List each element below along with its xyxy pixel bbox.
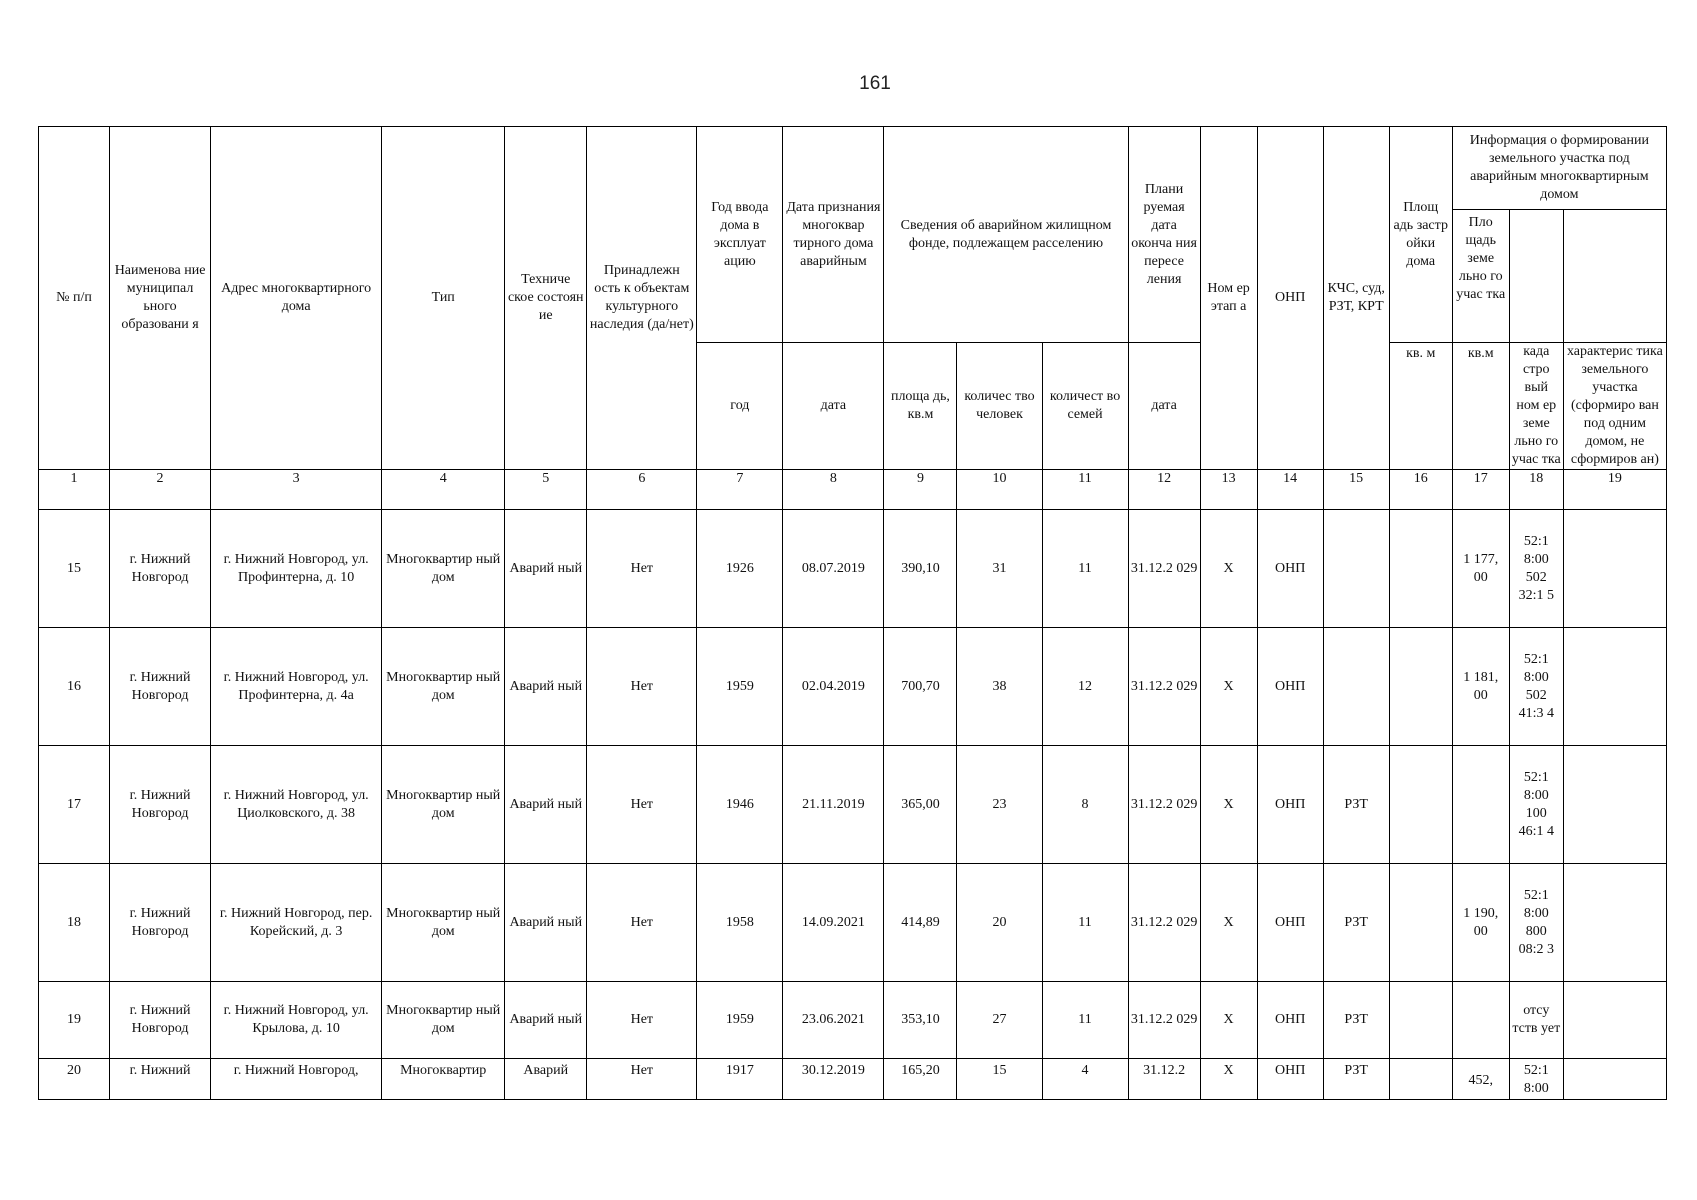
cell-address: г. Нижний Новгород,: [211, 1059, 382, 1100]
table-row: [39, 1059, 1667, 1100]
column-number: 2: [110, 470, 211, 510]
cell-emergency-date: 02.04.2019: [783, 628, 884, 746]
header-resettlement-info: Сведения об аварийном жилищном фонде, подлежащем расселению: [884, 127, 1128, 343]
cell-people: 38: [957, 628, 1042, 746]
column-number: 7: [697, 470, 783, 510]
cell-address: г. Нижний Новгород, ул. Профинтерна, д. 10: [211, 510, 382, 628]
column-number: 8: [783, 470, 884, 510]
cell-build-area: [1389, 982, 1452, 1059]
cell-people: 23: [957, 746, 1042, 864]
header-build-area: Площ адь застр ойки дома: [1389, 127, 1452, 343]
cell-cadastre-text: 52:1 8:00: [1523, 1063, 1549, 1096]
column-number: 14: [1257, 470, 1323, 510]
header-cadastre-top: [1510, 210, 1564, 342]
cell-plot-characteristic: [1563, 864, 1666, 982]
cell-emergency-date: 30.12.2019: [783, 1059, 884, 1100]
table-header: [39, 127, 1667, 510]
header-emergency-date: Дата признания многоквар тирного дома аварийным: [783, 127, 884, 343]
cell-kchs: [1323, 628, 1389, 746]
header-plot-area: Пло щадь земе льно го учас тка: [1453, 210, 1510, 342]
header-people-sub: количес тво человек: [957, 343, 1042, 470]
cell-build-area: [1389, 510, 1452, 628]
cell-plot-area: [1452, 982, 1509, 1059]
header-build-area-unit: кв. м: [1389, 343, 1452, 470]
header-plot-area-unit: кв.м: [1452, 343, 1509, 470]
cell-number: 19: [39, 982, 110, 1059]
header-cadastre-label: када стро вый ном ер земе льно го учас тка: [1511, 344, 1561, 467]
cell-end-date: 31.12.2 029: [1128, 864, 1200, 982]
cell-heritage: Нет: [587, 864, 697, 982]
column-number: 9: [884, 470, 957, 510]
cell-emergency-date: 08.07.2019: [783, 510, 884, 628]
cell-end-date: 31.12.2 029: [1128, 982, 1200, 1059]
cell-heritage: Нет: [587, 1059, 697, 1100]
cell-year: 1959: [697, 982, 783, 1059]
header-plot-characteristic: [1563, 343, 1666, 470]
cell-build-area: [1389, 1059, 1452, 1100]
cell-plot-characteristic: [1563, 628, 1666, 746]
cell-heritage: Нет: [587, 628, 697, 746]
cell-build-area: [1389, 864, 1452, 982]
cell-municipality: г. Нижний Новгород: [110, 864, 211, 982]
cell-number: 16: [39, 628, 110, 746]
table-row: [39, 510, 1667, 628]
header-land-plot-info: Информация о формировании земельного участка под аварийным многоквартирным домом: [1453, 127, 1666, 210]
cell-cadastre: 52:1 8:00 502 41:3 4: [1509, 628, 1563, 746]
cell-plot-characteristic: [1563, 510, 1666, 628]
cell-tech-state: Аварий ный: [505, 628, 587, 746]
column-number: 19: [1563, 470, 1666, 510]
cell-onp: ОНП: [1257, 864, 1323, 982]
header-municipality: Наименова ние муниципал ьного образовани я: [110, 127, 211, 470]
cell-plot-area: 452,: [1452, 1059, 1509, 1100]
cell-number: 15: [39, 510, 110, 628]
cell-area: 700,70: [884, 628, 957, 746]
cell-plot-area: 1 181, 00: [1452, 628, 1509, 746]
cell-stage: X: [1200, 864, 1257, 982]
cell-end-date: 31.12.2 029: [1128, 746, 1200, 864]
cell-stage: X: [1200, 1059, 1257, 1100]
cell-year: 1959: [697, 628, 783, 746]
cell-onp: ОНП: [1257, 982, 1323, 1059]
cell-area: 365,00: [884, 746, 957, 864]
cell-people: 20: [957, 864, 1042, 982]
header-planned-end-date: Плани руемая дата оконча ния пересе ления: [1128, 127, 1200, 343]
header-tech-state: Техниче ское состоян ие: [505, 127, 587, 470]
cell-plot-characteristic: [1563, 746, 1666, 864]
cell-cadastre: 52:1 8:00 502 32:1 5: [1509, 510, 1563, 628]
cell-address: г. Нижний Новгород, ул. Циолковского, д. 38: [211, 746, 382, 864]
cell-stage: X: [1200, 982, 1257, 1059]
cell-plot-characteristic: [1563, 982, 1666, 1059]
cell-emergency-date: 14.09.2021: [783, 864, 884, 982]
cell-families: 11: [1042, 864, 1128, 982]
table-body: [39, 510, 1667, 1100]
cell-families: 12: [1042, 628, 1128, 746]
cell-municipality: г. Нижний Новгород: [110, 510, 211, 628]
cell-end-date: 31.12.2: [1128, 1059, 1200, 1100]
cell-address: г. Нижний Новгород, ул. Крылова, д. 10: [211, 982, 382, 1059]
table-row: [39, 746, 1667, 864]
cell-cadastre: 52:1 8:00 100 46:1 4: [1509, 746, 1563, 864]
emergency-housing-table: [38, 126, 1667, 1100]
cell-families: 8: [1042, 746, 1128, 864]
header-area-sub: площа дь, кв.м: [884, 343, 957, 470]
cell-build-area: [1389, 746, 1452, 864]
column-number-row: [39, 470, 1667, 510]
header-plot-characteristic-label: характерис тика земельного участка (сформиро ван под одним домом, не сформиров ан): [1566, 344, 1663, 467]
column-number: 13: [1200, 470, 1257, 510]
cell-year: 1946: [697, 746, 783, 864]
cell-type: Многоквартир ный дом: [382, 510, 505, 628]
page-number: 161: [859, 73, 891, 94]
cell-type: Многоквартир ный дом: [382, 864, 505, 982]
header-heritage: Принадлежн ость к объектам культурного наследия (да/нет): [587, 127, 697, 470]
cell-year: 1958: [697, 864, 783, 982]
column-number: 12: [1128, 470, 1200, 510]
column-number: 15: [1323, 470, 1389, 510]
column-number: 16: [1389, 470, 1452, 510]
column-number: 1: [39, 470, 110, 510]
cell-heritage: Нет: [587, 510, 697, 628]
column-number: 5: [505, 470, 587, 510]
cell-heritage: Нет: [587, 746, 697, 864]
cell-build-area: [1389, 628, 1452, 746]
column-number: 6: [587, 470, 697, 510]
cell-cadastre: 52:1 8:00 800 08:2 3: [1509, 864, 1563, 982]
header-land-plot-group: [1452, 127, 1666, 343]
cell-year: 1917: [697, 1059, 783, 1100]
column-number: 3: [211, 470, 382, 510]
cell-address: г. Нижний Новгород, ул. Профинтерна, д. 4а: [211, 628, 382, 746]
cell-end-date: 31.12.2 029: [1128, 628, 1200, 746]
header-onp: ОНП: [1257, 127, 1323, 470]
cell-area: 165,20: [884, 1059, 957, 1100]
header-families-sub: количест во семей: [1042, 343, 1128, 470]
cell-families: 11: [1042, 982, 1128, 1059]
cell-stage: X: [1200, 628, 1257, 746]
cell-onp: ОНП: [1257, 628, 1323, 746]
header-end-date-sub: дата: [1128, 343, 1200, 470]
cell-cadastre: [1509, 1059, 1563, 1100]
cell-plot-characteristic: [1563, 1059, 1666, 1100]
cell-number: 18: [39, 864, 110, 982]
column-number: 18: [1509, 470, 1563, 510]
cell-heritage: Нет: [587, 982, 697, 1059]
table-row: [39, 628, 1667, 746]
cell-kchs: [1323, 510, 1389, 628]
cell-onp: ОНП: [1257, 510, 1323, 628]
column-number: 17: [1452, 470, 1509, 510]
header-type: Тип: [382, 127, 505, 470]
cell-cadastre: отсу тств ует: [1509, 982, 1563, 1059]
cell-stage: X: [1200, 510, 1257, 628]
cell-people: 31: [957, 510, 1042, 628]
cell-type: Многоквартир ный дом: [382, 628, 505, 746]
cell-type: Многоквартир: [382, 1059, 505, 1100]
cell-end-date: 31.12.2 029: [1128, 510, 1200, 628]
cell-onp: ОНП: [1257, 746, 1323, 864]
header-plot-characteristic-top: [1564, 210, 1666, 342]
cell-tech-state: Аварий ный: [505, 864, 587, 982]
cell-area: 414,89: [884, 864, 957, 982]
header-address: Адрес многоквартирного дома: [211, 127, 382, 470]
cell-number: 17: [39, 746, 110, 864]
table-row: [39, 982, 1667, 1059]
cell-tech-state: Аварий ный: [505, 982, 587, 1059]
header-year-sub: год: [697, 343, 783, 470]
cell-emergency-date: 23.06.2021: [783, 982, 884, 1059]
header-kchs: КЧС, суд, РЗТ, КРТ: [1323, 127, 1389, 470]
column-number: 10: [957, 470, 1042, 510]
cell-plot-area: 1 190, 00: [1452, 864, 1509, 982]
cell-onp: ОНП: [1257, 1059, 1323, 1100]
header-number: № п/п: [39, 127, 110, 470]
cell-kchs: РЗТ: [1323, 982, 1389, 1059]
cell-number: 20: [39, 1059, 110, 1100]
cell-municipality: г. Нижний Новгород: [110, 746, 211, 864]
cell-kchs: РЗТ: [1323, 1059, 1389, 1100]
cell-tech-state: Аварий: [505, 1059, 587, 1100]
cell-year: 1926: [697, 510, 783, 628]
cell-address: г. Нижний Новгород, пер. Корейский, д. 3: [211, 864, 382, 982]
column-number: 4: [382, 470, 505, 510]
cell-emergency-date: 21.11.2019: [783, 746, 884, 864]
column-number: 11: [1042, 470, 1128, 510]
cell-families: 11: [1042, 510, 1128, 628]
header-date-sub: дата: [783, 343, 884, 470]
cell-families: 4: [1042, 1059, 1128, 1100]
cell-area: 353,10: [884, 982, 957, 1059]
cell-type: Многоквартир ный дом: [382, 746, 505, 864]
cell-people: 15: [957, 1059, 1042, 1100]
header-commission-year: Год ввода дома в эксплуат ацию: [697, 127, 783, 343]
cell-kchs: РЗТ: [1323, 746, 1389, 864]
cell-kchs: РЗТ: [1323, 864, 1389, 982]
cell-stage: X: [1200, 746, 1257, 864]
cell-tech-state: Аварий ный: [505, 746, 587, 864]
cell-plot-area: [1452, 746, 1509, 864]
table-row: [39, 864, 1667, 982]
cell-plot-area: 1 177, 00: [1452, 510, 1509, 628]
header-cadastre: [1509, 343, 1563, 470]
cell-municipality: г. Нижний Новгород: [110, 982, 211, 1059]
header-stage-number: Ном ер этап а: [1200, 127, 1257, 470]
cell-type: Многоквартир ный дом: [382, 982, 505, 1059]
cell-people: 27: [957, 982, 1042, 1059]
cell-tech-state: Аварий ный: [505, 510, 587, 628]
cell-municipality: г. Нижний: [110, 1059, 211, 1100]
header-land-plot-subcols: [1453, 210, 1666, 342]
cell-area: 390,10: [884, 510, 957, 628]
cell-municipality: г. Нижний Новгород: [110, 628, 211, 746]
